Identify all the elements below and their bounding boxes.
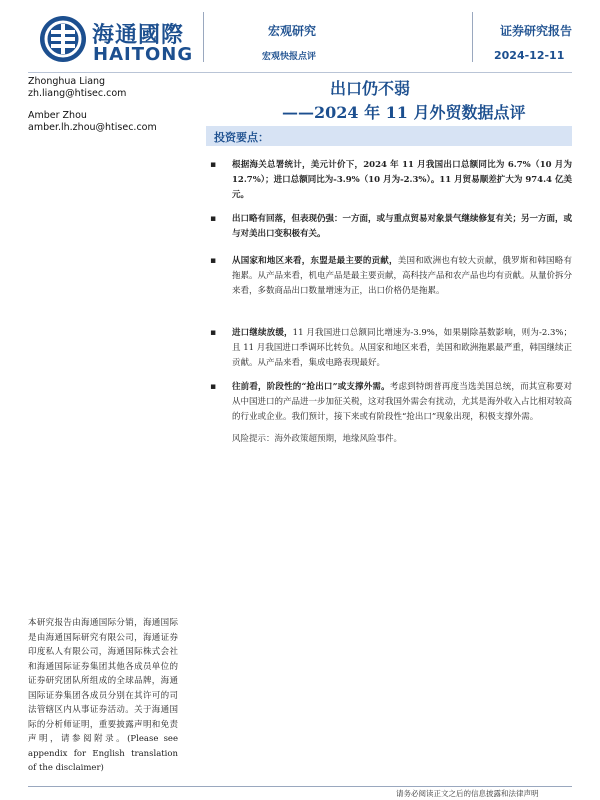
key-points-label: 投资要点： bbox=[214, 131, 269, 144]
report-date: 2024-12-11 bbox=[494, 49, 565, 62]
logo-chinese-text: 海通國際 bbox=[92, 22, 185, 48]
author-email[interactable]: amber.lh.zhou@htisec.com bbox=[28, 122, 157, 133]
bullet-icon: ▪ bbox=[210, 214, 217, 224]
bullet-bold-text: 根据海关总署统计，美元计价下，2024 年 11 月我国出口总额同比为 6.7%（10 月为 12.7%）；进口总额同比为-3.9%（10 月为-2.3%）。11 月贸易顺差扩大为 974.4 亿美元。 bbox=[232, 160, 572, 200]
bullet-bold-text: 从国家和地区来看，东盟是最主要的贡献， bbox=[232, 256, 398, 266]
risk-warning: 风险提示：海外政策超预期，地缘风险事件。 bbox=[232, 434, 403, 444]
report-subcategory: 宏观快报点评 bbox=[262, 52, 317, 62]
list-item bbox=[206, 380, 572, 438]
list-item bbox=[206, 326, 572, 380]
bullet-icon: ▪ bbox=[210, 328, 217, 338]
bullet-bold-text: 出口略有回落，但表现仍强：一方面，或与重点贸易对象景气继续修复有关；另一方面，或与对美出口变积极有关。 bbox=[232, 214, 573, 239]
header-divider bbox=[472, 12, 473, 62]
bullet-text: 美国和欧洲也有较大贡献，俄罗斯和韩国略有拖累。从产品来看，机电产品是最主要贡献，高科技产品和农产品也均有贡献。从量价拆分来看，多数商品出口数量增速为正，出口价格仍是拖累。 bbox=[232, 256, 573, 296]
footer-notice: 请务必阅读正文之后的信息披露和法律声明 bbox=[396, 789, 539, 798]
bullet-icon: ▪ bbox=[210, 256, 217, 266]
list-item bbox=[206, 212, 572, 254]
key-points-list bbox=[206, 158, 572, 438]
key-points-header bbox=[206, 126, 572, 146]
logo-english-text: HAITONG bbox=[93, 44, 194, 65]
haitong-emblem-icon bbox=[40, 16, 86, 62]
report-title: 出口仍不弱 bbox=[330, 79, 411, 98]
author-block bbox=[28, 110, 157, 134]
author-name: Zhonghua Liang bbox=[28, 76, 106, 87]
report-type: 证券研究报告 bbox=[500, 24, 573, 38]
header-rule bbox=[28, 72, 572, 73]
bullet-icon: ▪ bbox=[210, 382, 217, 392]
header-divider bbox=[203, 12, 204, 62]
haitong-logo bbox=[40, 16, 194, 66]
report-category: 宏观研究 bbox=[268, 24, 317, 38]
disclaimer-text: 本研究报告由海通国际分销，海通国际是由海通国际研究有限公司，海通证券印度私人有限公司，海通国际株式会社和海通国际证券集团其他各成员单位的证券研究团队所组成的全球品牌，海通国际证券集团各成员分别在其许可的司法管辖区内从事证券活动。关于海通国际的分析师证明，重要披露声明和免责声明，请参阅附录。(Please see appendix for English translation of the disclaimer) bbox=[28, 618, 178, 773]
author-name: Amber Zhou bbox=[28, 110, 87, 121]
footer-rule bbox=[28, 786, 572, 787]
author-block bbox=[28, 76, 126, 100]
report-subtitle: ——2024 年 11 月外贸数据点评 bbox=[282, 103, 526, 122]
author-email[interactable]: zh.liang@htisec.com bbox=[28, 88, 127, 99]
report-header bbox=[0, 0, 600, 78]
bullet-text: 11 月我国进口总额同比增速为-3.9%，如果剔除基数影响，则为-2.3%；且 11 月我国进口季调环比转负。从国家和地区来看，美国和欧洲拖累最严重，韩国继续正贡献。从产品来看，集成电路表现最好。 bbox=[232, 328, 572, 368]
list-item bbox=[206, 158, 572, 212]
bullet-bold-text: 进口继续放缓， bbox=[232, 328, 293, 338]
bullet-bold-text: 往前看，阶段性的“抢出口”或支撑外需。 bbox=[232, 382, 390, 392]
bullet-icon: ▪ bbox=[210, 160, 217, 170]
list-item bbox=[206, 254, 572, 326]
bullet-text: 考虑到特朗普再度当选美国总统，而其宣称要对从中国进口的产品进一步加征关税，这对我国外需会有扰动，尤其是海外收入占比相对较高的行业或企业。我们预计，接下来或有阶段性“抢出口”现象出现，积极支撑外需。 bbox=[232, 382, 573, 422]
